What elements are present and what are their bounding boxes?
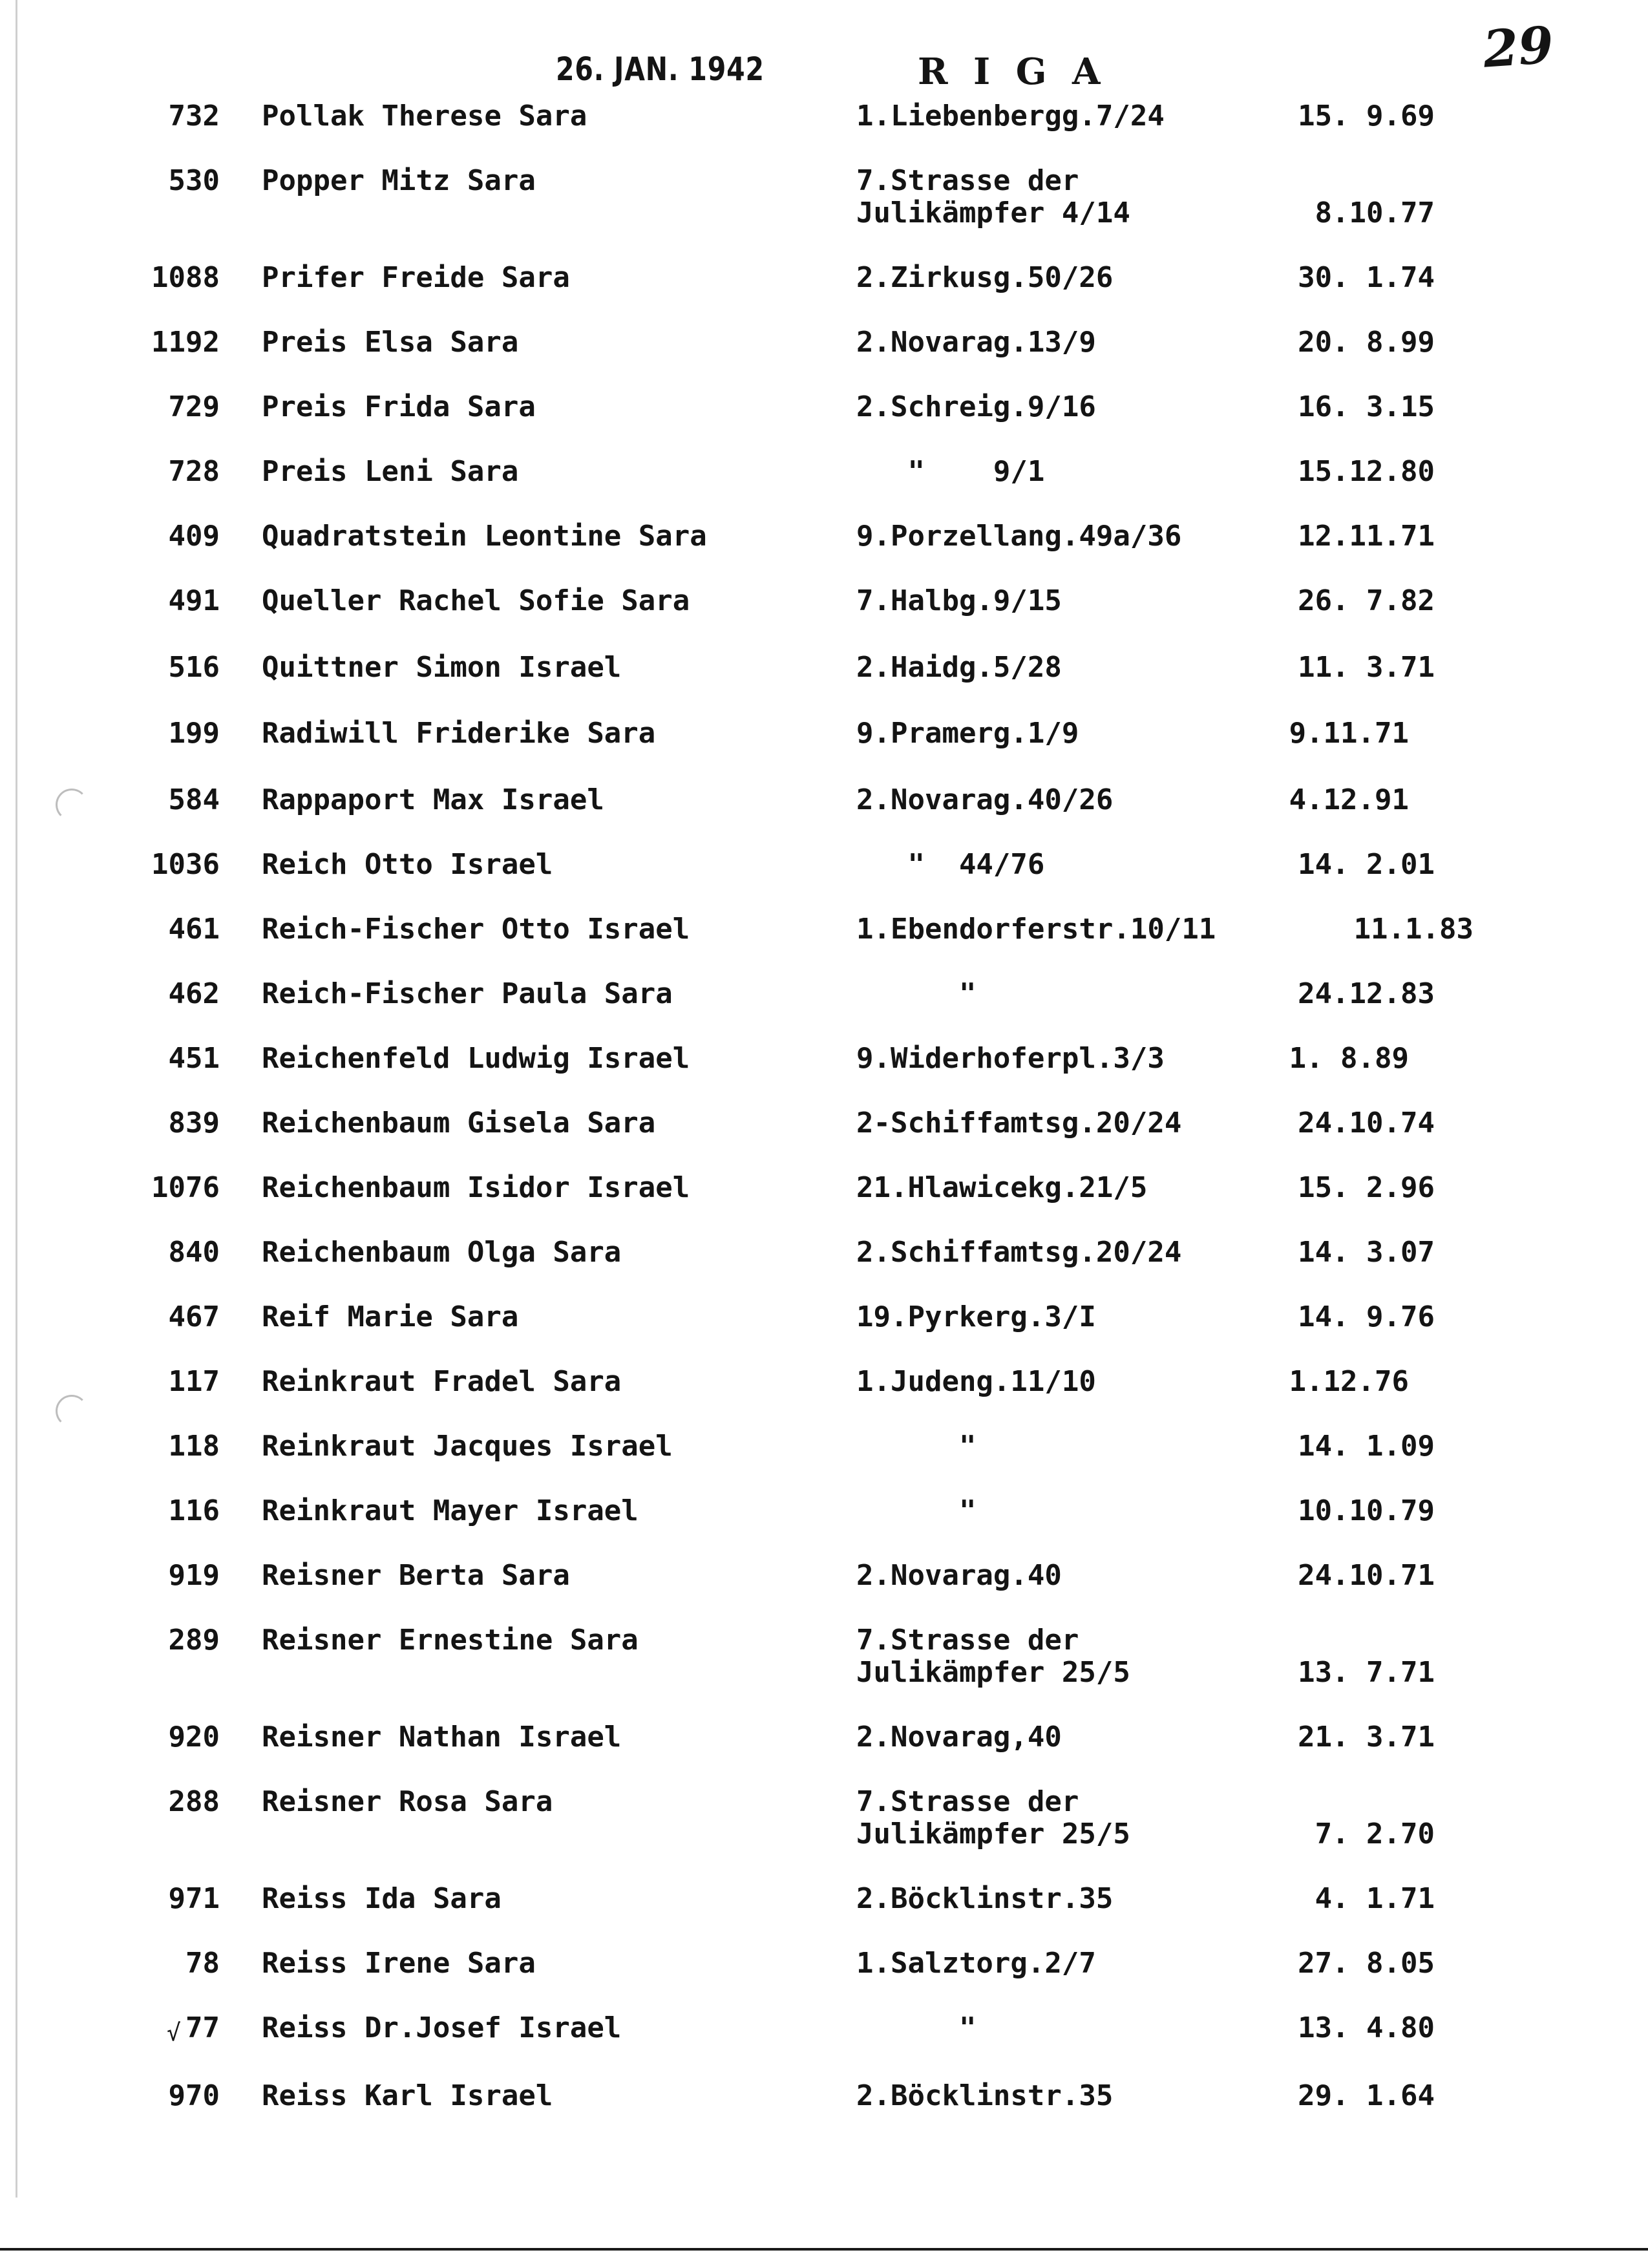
person-name: Popper Mitz Sara [262,164,536,197]
list-row [0,165,1648,236]
birth-date: 8.10.77 [1315,196,1435,229]
entry-number: 840 [168,1236,220,1269]
address: 2.Böcklinstr.35 [856,2079,1114,2112]
person-name: Reiss Irene Sara [262,1947,536,1980]
person-name: Prifer Freide Sara [262,261,570,294]
person-name: Preis Leni Sara [262,455,519,488]
address: 2-Schiffamtsg.20/24 [856,1107,1182,1139]
entry-number: 289 [168,1624,220,1657]
birth-date: 15.12.80 [1298,455,1435,488]
birth-date: 11. 3.71 [1298,651,1435,684]
list-row [0,1236,1648,1275]
list-row [0,520,1648,559]
person-name: Radiwill Friderike Sara [262,717,656,750]
address: 9.Widerhoferpl.3/3 [856,1042,1165,1075]
address: 2.Böcklinstr.35 [856,1882,1114,1915]
entry-number: 288 [168,1785,220,1818]
person-name: Reich Otto Israel [262,848,553,881]
entry-number: 491 [168,584,220,617]
list-row [0,456,1648,494]
list-row [0,1786,1648,1857]
birth-date: 4.12.91 [1289,783,1409,816]
entry-number: 919 [168,1559,220,1592]
person-name: Rappaport Max Israel [262,783,604,816]
entry-number: 530 [168,164,220,197]
entry-number: 970 [168,2079,220,2112]
birth-date: 9.11.71 [1289,717,1409,750]
entry-number: 584 [168,783,220,816]
check-mark: √ [167,2020,181,2046]
address: 7.Halbg.9/15 [856,584,1062,617]
list-row [0,1721,1648,1760]
list-row [0,1107,1648,1146]
entry-number: 461 [168,913,220,946]
address: 2.Novarag.13/9 [856,326,1096,359]
person-name: Reichenfeld Ludwig Israel [262,1042,690,1075]
birth-date: 24.10.74 [1298,1107,1435,1139]
person-name: Reichenbaum Olga Sara [262,1236,622,1269]
birth-date: 30. 1.74 [1298,261,1435,294]
address: 1.Liebenbergg.7/24 [856,100,1165,132]
address: 21.Hlawicekg.21/5 [856,1171,1148,1204]
address: 7.Strasse der Julikämpfer 25/5 [856,1785,1130,1850]
person-name: Queller Rachel Sofie Sara [262,584,690,617]
person-name: Reiss Dr.Josef Israel [262,2011,622,2044]
person-name: Reiss Ida Sara [262,1882,502,1915]
address: " [856,1494,977,1527]
entry-number: 451 [168,1042,220,1075]
address: 7.Strasse der Julikämpfer 4/14 [856,164,1130,229]
list-row [0,1883,1648,1922]
entry-number: 1076 [151,1171,220,1204]
entry-number: 1192 [151,326,220,359]
birth-date: 24.10.71 [1298,1559,1435,1592]
list-row [0,784,1648,823]
entry-number: 839 [168,1107,220,1139]
birth-date: 26. 7.82 [1298,584,1435,617]
address: 2.Haidg.5/28 [856,651,1062,684]
address: 1.Ebendorferstr.10/11 [856,913,1216,946]
birth-date: 24.12.83 [1298,977,1435,1010]
entry-number: 971 [168,1882,220,1915]
list-row [0,262,1648,301]
person-name: Reisner Ernestine Sara [262,1624,639,1657]
list-row [0,326,1648,365]
list-row [0,1560,1648,1598]
person-name: Reichenbaum Gisela Sara [262,1107,656,1139]
entry-number: 920 [168,1721,220,1754]
address: " [856,1430,977,1463]
list-row [0,978,1648,1017]
birth-date: 14. 1.09 [1298,1430,1435,1463]
person-name: Preis Frida Sara [262,390,536,423]
entry-number: 117 [168,1365,220,1398]
address: 1.Salztorg.2/7 [856,1947,1096,1980]
entry-number: 199 [168,717,220,750]
date-stamp: 26. JAN. 1942 [556,50,765,88]
address: 7.Strasse der Julikämpfer 25/5 [856,1624,1130,1689]
entry-number: 1036 [151,848,220,881]
entry-number: 1088 [151,261,220,294]
birth-date: 14. 9.76 [1298,1300,1435,1333]
address: 2.Novarag.40/26 [856,783,1114,816]
address: " [856,2011,977,2044]
address: 2.Zirkusg.50/26 [856,261,1114,294]
birth-date: 16. 3.15 [1298,390,1435,423]
list-row [0,100,1648,139]
person-name: Preis Elsa Sara [262,326,519,359]
address: " 44/76 [856,848,1045,881]
birth-date: 14. 2.01 [1298,848,1435,881]
birth-date: 27. 8.05 [1298,1947,1435,1980]
bottom-edge-line [0,2248,1648,2251]
entry-number: 462 [168,977,220,1010]
person-name: Reinkraut Mayer Israel [262,1494,639,1527]
list-row [0,717,1648,756]
page-number: 29 [1481,16,1556,79]
address: 1.Judeng.11/10 [856,1365,1096,1398]
person-name: Reich-Fischer Otto Israel [262,913,690,946]
list-row [0,1172,1648,1211]
list-row [0,1947,1648,1986]
list-row [0,1624,1648,1695]
list-row [0,913,1648,952]
address: 2.Schiffamtsg.20/24 [856,1236,1182,1269]
entry-number: 78 [185,1947,220,1980]
list-row [0,1366,1648,1404]
person-name: Reinkraut Jacques Israel [262,1430,673,1463]
birth-date: 1. 8.89 [1289,1042,1409,1075]
entry-number: 467 [168,1300,220,1333]
entry-number: 728 [168,455,220,488]
birth-date: 21. 3.71 [1298,1721,1435,1754]
address: 9.Porzellang.49a/36 [856,520,1182,553]
address: 19.Pyrkerg.3/I [856,1300,1096,1333]
person-name: Reich-Fischer Paula Sara [262,977,673,1010]
address: " [856,977,977,1010]
person-name: Reif Marie Sara [262,1300,519,1333]
person-name: Quadratstein Leontine Sara [262,520,707,553]
address: " 9/1 [856,455,1045,488]
city-heading: R I G A [918,50,1107,93]
list-row [0,849,1648,887]
address: 2.Novarag,40 [856,1721,1062,1754]
person-name: Quittner Simon Israel [262,651,622,684]
address: 2.Schreig.9/16 [856,390,1096,423]
list-row [0,1495,1648,1534]
birth-date: 14. 3.07 [1298,1236,1435,1269]
header-stamp [556,50,1107,93]
birth-date: 7. 2.70 [1315,1818,1435,1850]
list-row [0,1043,1648,1081]
birth-date: 15. 2.96 [1298,1171,1435,1204]
entry-number: 118 [168,1430,220,1463]
birth-date: 10.10.79 [1298,1494,1435,1527]
birth-date: 15. 9.69 [1298,100,1435,132]
birth-date: 12.11.71 [1298,520,1435,553]
entry-number: 732 [168,100,220,132]
list-row [0,652,1648,690]
entry-number: 729 [168,390,220,423]
birth-date: 13. 4.80 [1298,2011,1435,2044]
birth-date: 1.12.76 [1289,1365,1409,1398]
person-name: Reisner Rosa Sara [262,1785,553,1818]
list-row [0,585,1648,624]
birth-date: 4. 1.71 [1315,1882,1435,1915]
list-row [0,1430,1648,1469]
person-name: Reiss Karl Israel [262,2079,553,2112]
list-row [0,2012,1648,2051]
list-row [0,1301,1648,1340]
person-name: Reichenbaum Isidor Israel [262,1171,690,1204]
person-name: Pollak Therese Sara [262,100,587,132]
list-row [0,391,1648,430]
address: 2.Novarag.40 [856,1559,1062,1592]
address: 9.Pramerg.1/9 [856,717,1079,750]
person-name: Reisner Berta Sara [262,1559,570,1592]
birth-date: 11.1.83 [1353,913,1474,946]
birth-date: 20. 8.99 [1298,326,1435,359]
entry-number: 409 [168,520,220,553]
entry-number: 116 [168,1494,220,1527]
person-name: Reinkraut Fradel Sara [262,1365,622,1398]
person-name: Reisner Nathan Israel [262,1721,622,1754]
entry-number: 77 [185,2011,220,2044]
entry-number: 516 [168,651,220,684]
list-row [0,2080,1648,2119]
birth-date: 13. 7.71 [1298,1656,1435,1689]
birth-date: 29. 1.64 [1298,2079,1435,2112]
